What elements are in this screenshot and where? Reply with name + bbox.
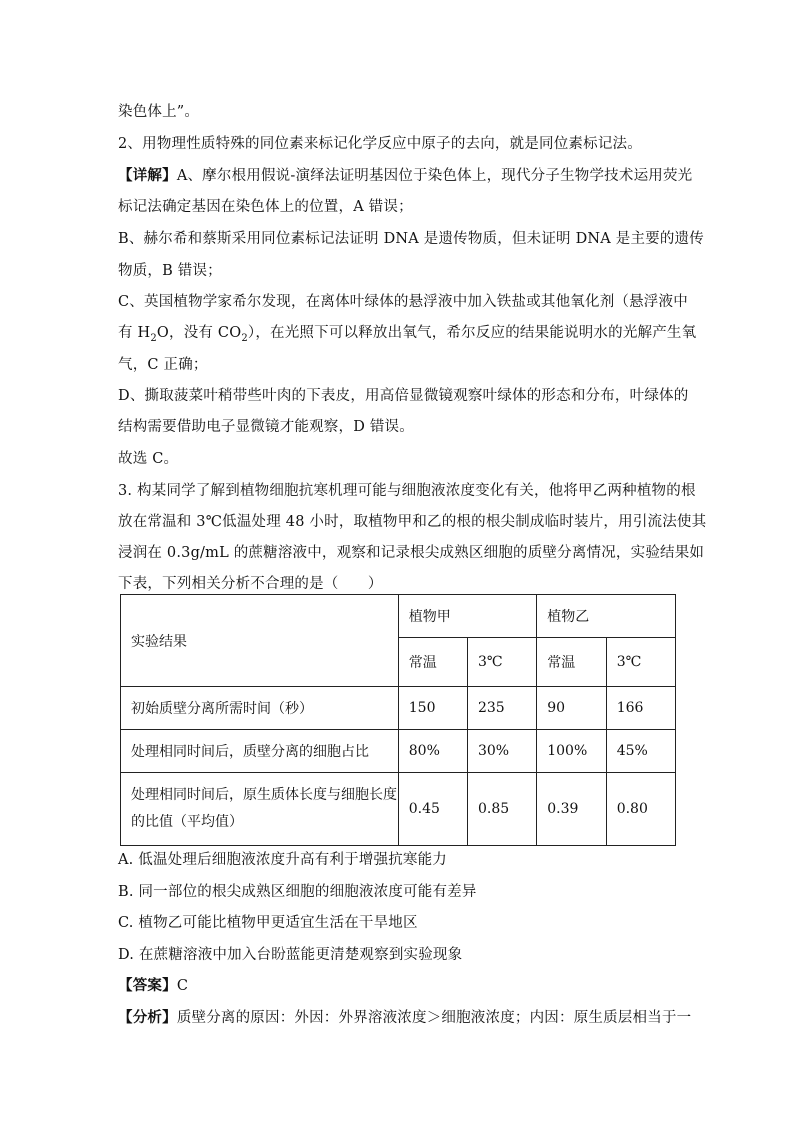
- option-c: C. 植物乙可能比植物甲更适宜生活在干旱地区: [118, 915, 418, 931]
- text-line: 染色体上”。: [118, 104, 200, 120]
- subheader-cell: 3℃: [467, 638, 536, 687]
- text-line: 故选 C。: [118, 451, 179, 467]
- table-cell: 0.85: [467, 773, 536, 846]
- text-line: 2、用物理性质特殊的同位素来标记化学反应中原子的去向，就是同位素标记法。: [118, 136, 642, 152]
- row-label: 处理相同时间后，质壁分离的细胞占比: [121, 730, 399, 773]
- section-tag-analysis: 【分析】: [118, 1009, 177, 1026]
- text-line: 结构需要借助电子显微镜才能观察，D 错误。: [118, 419, 414, 435]
- row-label-line: 处理相同时间后，原生质体长度与细胞长度: [131, 787, 397, 803]
- section-tag-detail: 【详解】: [118, 167, 177, 184]
- table-cell: 166: [606, 687, 675, 730]
- subheader-cell: 常温: [398, 638, 467, 687]
- analysis-line: [118, 1008, 691, 1028]
- table-row: [121, 773, 676, 846]
- table-header-row: [121, 595, 676, 638]
- table-cell: 0.39: [537, 773, 606, 846]
- analysis-text: 质壁分离的原因：外因：外界溶液浓度＞细胞液浓度；内因：原生质层相当于一: [176, 1010, 692, 1026]
- text-line: D、撕取菠菜叶稍带些叶肉的下表皮，用高倍显微镜观察叶绿体的形态和分布，叶绿体的: [118, 388, 689, 404]
- text-span: 有 H: [118, 325, 151, 341]
- header-plant-a: 植物甲: [398, 595, 536, 638]
- text-line: 气，C 正确；: [118, 357, 208, 373]
- table-cell: 150: [398, 687, 467, 730]
- text-line: [118, 166, 692, 186]
- table-cell: 80%: [398, 730, 467, 773]
- table-corner-cell: 实验结果: [121, 595, 399, 687]
- experiment-results-table: [120, 594, 676, 846]
- section-tag-answer: 【答案】: [118, 977, 177, 994]
- text-span: A、摩尔根用假说-演绎法证明基因位于染色体上，现代分子生物学技术运用荧光: [176, 168, 693, 184]
- row-label: [121, 773, 399, 846]
- table-cell: 0.80: [606, 773, 675, 846]
- text-span: ），在光照下可以释放出氧气，希尔反应的结果能说明水的光解产生氧: [247, 325, 697, 341]
- text-line: [118, 323, 696, 343]
- table-row: [121, 687, 676, 730]
- question-text: 放在常温和 3℃低温处理 48 小时，取植物甲和乙的根的根尖制成临时装片，用引流法使其: [118, 514, 707, 530]
- table-cell: 45%: [606, 730, 675, 773]
- row-label: 初始质壁分离所需时间（秒）: [121, 687, 399, 730]
- subscript: 2: [241, 332, 248, 344]
- text-span: O，没有 CO: [156, 325, 242, 341]
- option-b: B. 同一部位的根尖成熟区细胞的细胞液浓度可能有差异: [118, 884, 477, 900]
- text-line: 标记法确定基因在染色体上的位置，A 错误；: [118, 199, 413, 215]
- subheader-cell: 3℃: [606, 638, 675, 687]
- answer-line: [118, 976, 188, 996]
- text-line: B、赫尔希和蔡斯采用同位素标记法证明 DNA 是遗传物质，但未证明 DNA 是主要的遗传: [118, 231, 704, 247]
- header-plant-b: 植物乙: [537, 595, 676, 638]
- option-d: D. 在蔗糖溶液中加入台盼蓝能更清楚观察到实验现象: [118, 947, 463, 963]
- table-cell: 235: [467, 687, 536, 730]
- text-line: C、英国植物学家希尔发现，在离体叶绿体的悬浮液中加入铁盐或其他氧化剂（悬浮液中: [118, 294, 688, 310]
- text-line: 物质，B 错误；: [118, 263, 222, 279]
- row-label-line: 的比值（平均值）: [131, 814, 243, 830]
- option-a: A. 低温处理后细胞液浓度升高有利于增强抗寒能力: [118, 852, 447, 868]
- question-text: 下表，下列相关分析不合理的是（ ）: [118, 576, 383, 592]
- answer-value: C: [176, 978, 189, 994]
- table-row: [121, 730, 676, 773]
- table-cell: 30%: [467, 730, 536, 773]
- table-cell: 0.45: [398, 773, 467, 846]
- table-cell: 90: [537, 687, 606, 730]
- question-text: 浸润在 0.3g/mL 的蔗糖溶液中，观察和记录根尖成熟区细胞的质壁分离情况，实验结果如: [118, 545, 705, 561]
- table-cell: 100%: [537, 730, 606, 773]
- subheader-cell: 常温: [537, 638, 606, 687]
- subscript: 2: [150, 332, 157, 344]
- question-text: 3. 构某同学了解到植物细胞抗寒机理可能与细胞液浓度变化有关，他将甲乙两种植物的根: [118, 483, 696, 499]
